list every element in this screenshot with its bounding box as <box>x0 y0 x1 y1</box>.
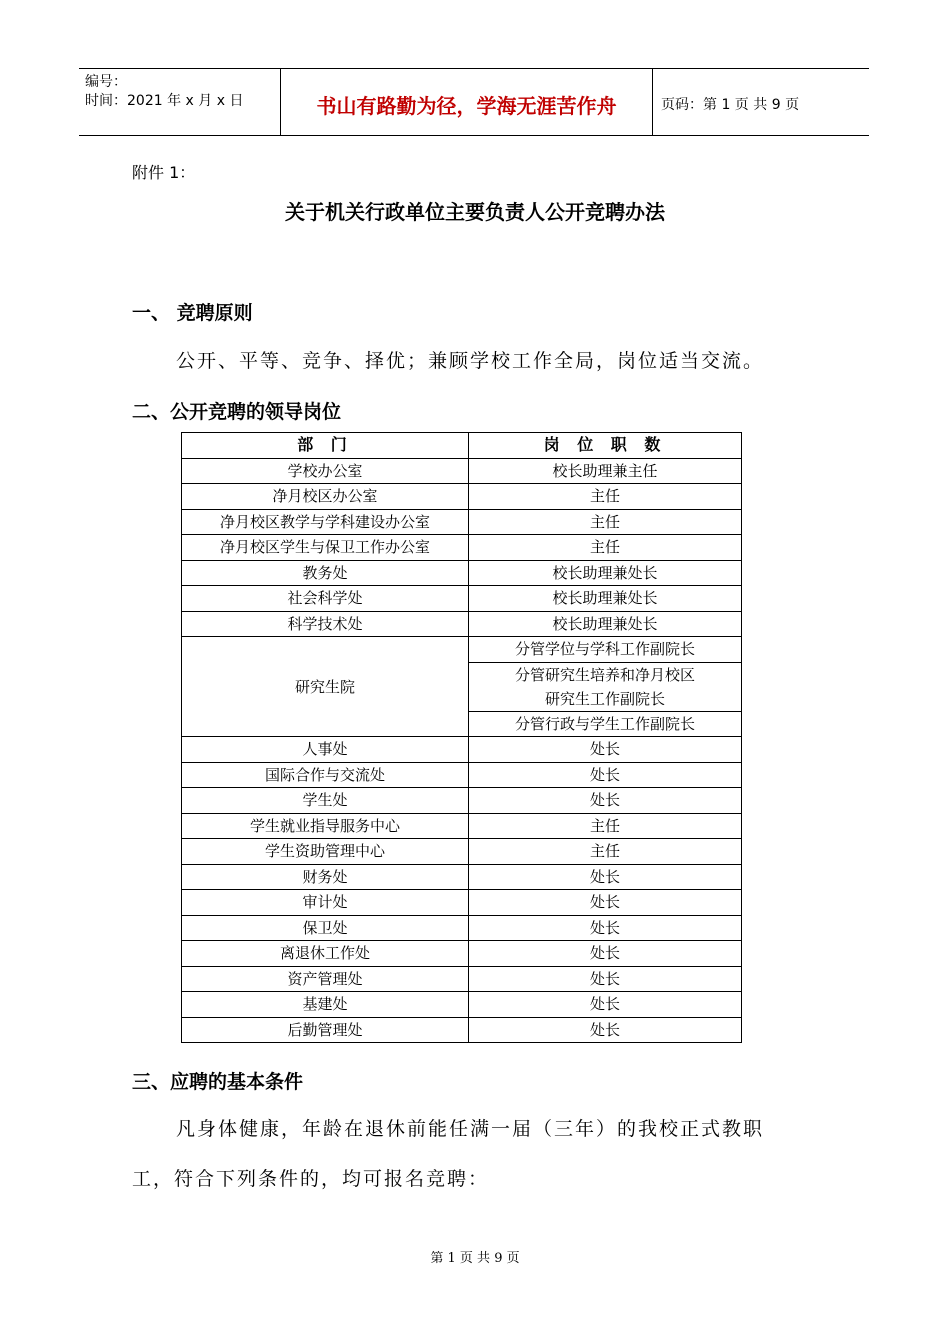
table-row <box>182 637 742 663</box>
header-motto: 书山有路勤为径，学海无涯苦作舟 <box>281 69 653 135</box>
post-cell: 处长 <box>469 992 742 1018</box>
post-cell: 处长 <box>469 915 742 941</box>
dept-cell: 基建处 <box>182 992 469 1018</box>
dept-cell: 学校办公室 <box>182 458 469 484</box>
dept-cell: 资产管理处 <box>182 966 469 992</box>
dept-cell: 科学技术处 <box>182 611 469 637</box>
dept-cell: 审计处 <box>182 890 469 916</box>
dept-cell: 人事处 <box>182 737 469 763</box>
table-row <box>182 484 742 510</box>
dept-cell: 后勤管理处 <box>182 1017 469 1043</box>
annex-label: 附件 1： <box>132 163 196 182</box>
table-row <box>182 915 742 941</box>
post-cell: 主任 <box>469 813 742 839</box>
table-row <box>182 966 742 992</box>
dept-cell: 学生处 <box>182 788 469 814</box>
positions-table <box>181 432 742 1043</box>
table-row <box>182 788 742 814</box>
table-row <box>182 941 742 967</box>
dept-cell: 教务处 <box>182 560 469 586</box>
table-row <box>182 737 742 763</box>
post-cell: 主任 <box>469 509 742 535</box>
section2-heading: 二、公开竞聘的领导岗位 <box>132 401 342 423</box>
table-row <box>182 611 742 637</box>
dept-cell: 财务处 <box>182 864 469 890</box>
table-row <box>182 560 742 586</box>
table-row <box>182 890 742 916</box>
section3-line2: 工，符合下列条件的，均可报名竞聘： <box>132 1168 490 1190</box>
post-cell: 校长助理兼处长 <box>469 586 742 612</box>
page-footer: 第 1 页 共 9 页 <box>430 1251 520 1266</box>
table-header-row <box>182 433 742 459</box>
post-cell: 处长 <box>469 788 742 814</box>
table-body <box>182 458 742 1043</box>
dept-cell: 净月校区学生与保卫工作办公室 <box>182 535 469 561</box>
table-header-post: 岗 位 职 数 <box>469 433 742 459</box>
section1-heading: 一、 竞聘原则 <box>132 302 253 324</box>
post-line: 研究生工作副院长 <box>544 689 665 708</box>
dept-cell: 净月校区教学与学科建设办公室 <box>182 509 469 535</box>
post-cell: 处长 <box>469 864 742 890</box>
table-row <box>182 813 742 839</box>
header-time: 时间：2021 年 x 月 x 日 <box>85 93 244 109</box>
dept-cell: 社会科学处 <box>182 586 469 612</box>
post-line: 分管研究生培养和净月校区 <box>514 665 695 684</box>
dept-cell-grad: 研究生院 <box>182 637 469 737</box>
page-header <box>79 68 869 136</box>
post-cell: 处长 <box>469 737 742 763</box>
table-header-dept: 部 门 <box>182 433 469 459</box>
header-number: 编号： <box>85 74 127 90</box>
dept-cell: 国际合作与交流处 <box>182 762 469 788</box>
post-cell: 处长 <box>469 1017 742 1043</box>
post-cell: 校长助理兼处长 <box>469 560 742 586</box>
table-row <box>182 839 742 865</box>
section3-line1: 凡身体健康，年龄在退休前能任满一届（三年）的我校正式教职 <box>176 1118 765 1140</box>
dept-cell: 保卫处 <box>182 915 469 941</box>
table-row <box>182 762 742 788</box>
table-row <box>182 1017 742 1043</box>
table-row <box>182 535 742 561</box>
post-cell-multiline <box>469 662 742 711</box>
post-cell: 校长助理兼主任 <box>469 458 742 484</box>
post-cell: 处长 <box>469 966 742 992</box>
table-row <box>182 586 742 612</box>
dept-cell: 离退休工作处 <box>182 941 469 967</box>
header-meta <box>79 69 281 135</box>
post-cell: 处长 <box>469 890 742 916</box>
post-cell: 分管行政与学生工作副院长 <box>469 711 742 737</box>
post-cell: 处长 <box>469 762 742 788</box>
post-cell: 处长 <box>469 941 742 967</box>
post-cell: 校长助理兼处长 <box>469 611 742 637</box>
table-row <box>182 992 742 1018</box>
section1-text: 公开、平等、竞争、择优；兼顾学校工作全局，岗位适当交流。 <box>176 350 765 372</box>
post-cell: 主任 <box>469 839 742 865</box>
table-row <box>182 509 742 535</box>
post-cell: 主任 <box>469 484 742 510</box>
dept-cell: 净月校区办公室 <box>182 484 469 510</box>
header-page-number: 页码：第 1 页 共 9 页 <box>661 97 800 113</box>
dept-cell: 学生就业指导服务中心 <box>182 813 469 839</box>
post-cell: 分管学位与学科工作副院长 <box>469 637 742 663</box>
table-row <box>182 864 742 890</box>
post-cell: 主任 <box>469 535 742 561</box>
dept-cell: 学生资助管理中心 <box>182 839 469 865</box>
table-row <box>182 458 742 484</box>
document-title: 关于机关行政单位主要负责人公开竞聘办法 <box>285 200 665 224</box>
section3-heading: 三、应聘的基本条件 <box>132 1071 304 1093</box>
